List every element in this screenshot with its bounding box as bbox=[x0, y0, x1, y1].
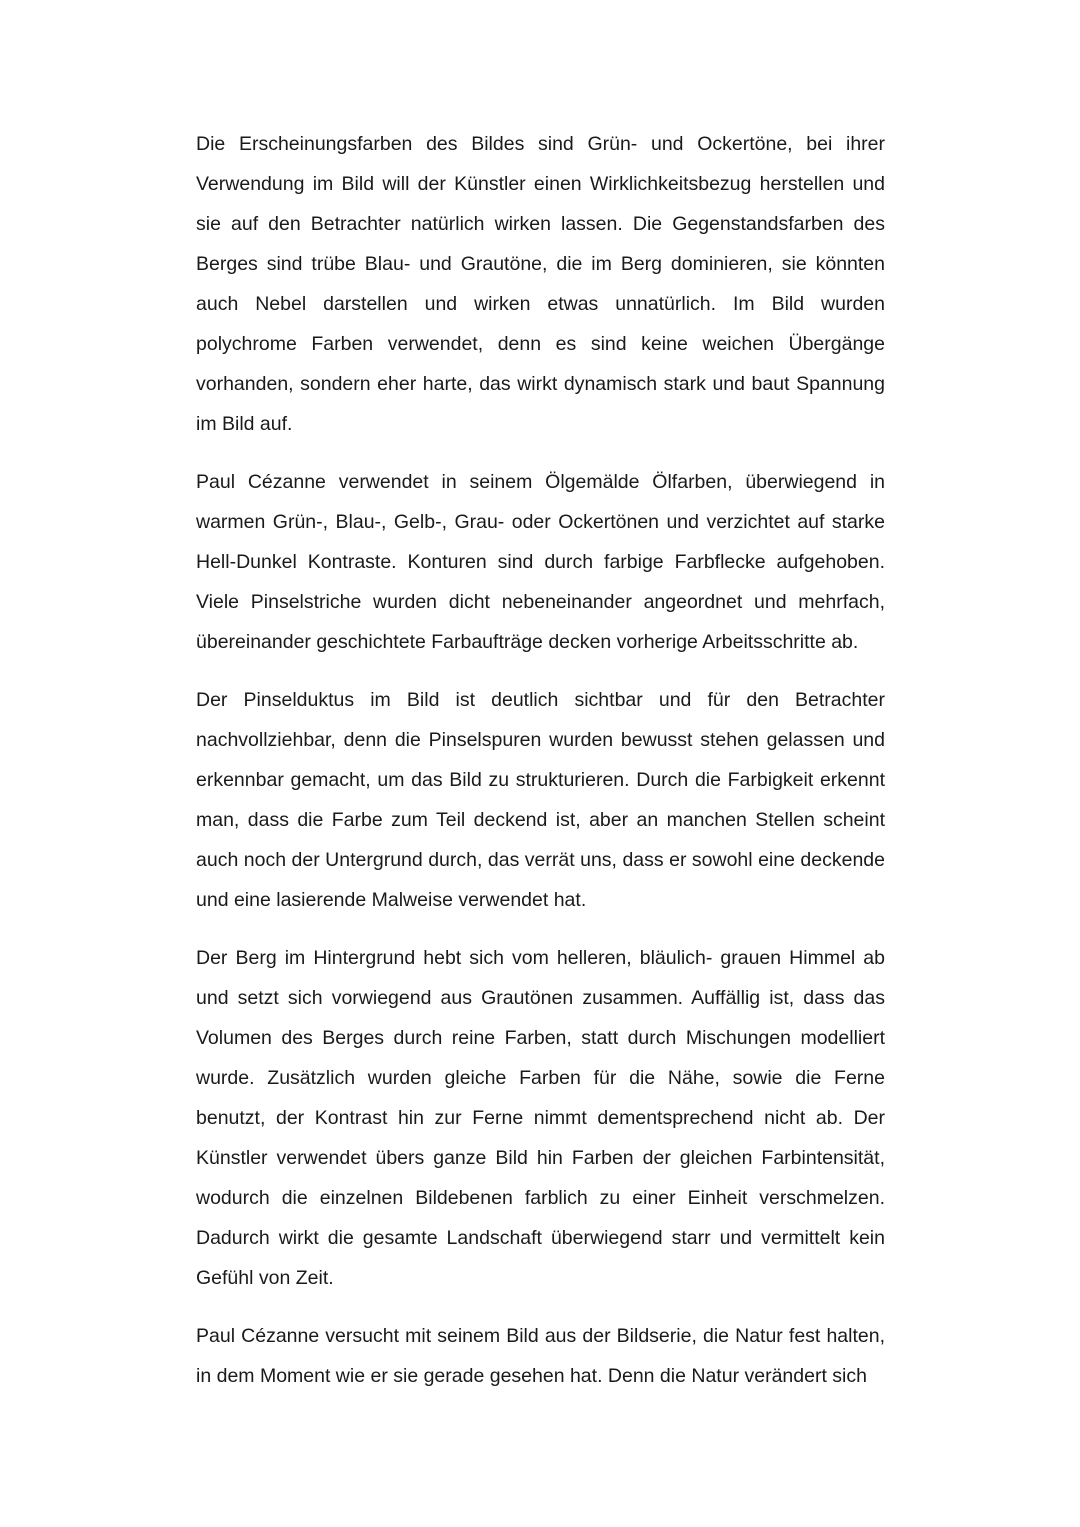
paragraph-brushwork: Der Pinselduktus im Bild ist deutlich sichtbar und für den Betrachter nachvollziehbar, denn die Pinselspuren wurden bewusst stehen gelassen und erkennbar gemacht, um das Bild zu strukturieren. Durch die Farbigkeit erkennt man, dass die Farbe zum Teil deckend ist, aber an manchen Stellen scheint auch noch der Untergrund durch, das verrät uns, dass er sowohl eine deckende und eine lasierende Malweise verwendet hat. bbox=[196, 689, 885, 911]
body-text bbox=[196, 124, 885, 1414]
paragraph-painting-technique: Paul Cézanne verwendet in seinem Ölgemälde Ölfarben, überwiegend in warmen Grün-, Blau-, Gelb-, Grau- oder Ockertönen und verzichtet auf starke Hell-Dunkel Kontraste. Konturen sind durch farbige Farbflecke aufgehoben. Viele Pinselstriche wurden dicht nebeneinander angeordnet und mehrfach, übereinander geschichtete Farbaufträge decken vorherige Arbeitsschritte ab. bbox=[196, 471, 885, 653]
paragraph-color-analysis: Die Erscheinungsfarben des Bildes sind Grün- und Ockertöne, bei ihrer Verwendung im Bild will der Künstler einen Wirklichkeitsbezug herstellen und sie auf den Betrachter natürlich wirken lassen. Die Gegenstandsfarben des Berges sind trübe Blau- und Grautöne, die im Berg dominieren, sie könnten auch Nebel darstellen und wirken etwas unnatürlich. Im Bild wurden polychrome Farben verwendet, denn es sind keine weichen Übergänge vorhanden, sondern eher harte, das wirkt dynamisch stark und baut Spannung im Bild auf. bbox=[196, 133, 885, 435]
paragraph-mountain: Der Berg im Hintergrund hebt sich vom helleren, bläulich- grauen Himmel ab und setzt sich vorwiegend aus Grautönen zusammen. Auffällig ist, dass das Volumen des Berges durch reine Farben, statt durch Mischungen modelliert wurde. Zusätzlich wurden gleiche Farben für die Nähe, sowie die Ferne benutzt, der Kontrast hin zur Ferne nimmt dementsprechend nicht ab. Der Künstler verwendet übers ganze Bild hin Farben der gleichen Farbintensität, wodurch die einzelnen Bildebenen farblich zu einer Einheit verschmelzen. Dadurch wirkt die gesamte Landschaft überwiegend starr und vermittelt kein Gefühl von Zeit. bbox=[196, 947, 885, 1289]
paragraph-intention: Paul Cézanne versucht mit seinem Bild aus der Bildserie, die Natur fest halten, in dem Moment wie er sie gerade gesehen hat. Denn die Natur verändert sich bbox=[196, 1325, 885, 1387]
